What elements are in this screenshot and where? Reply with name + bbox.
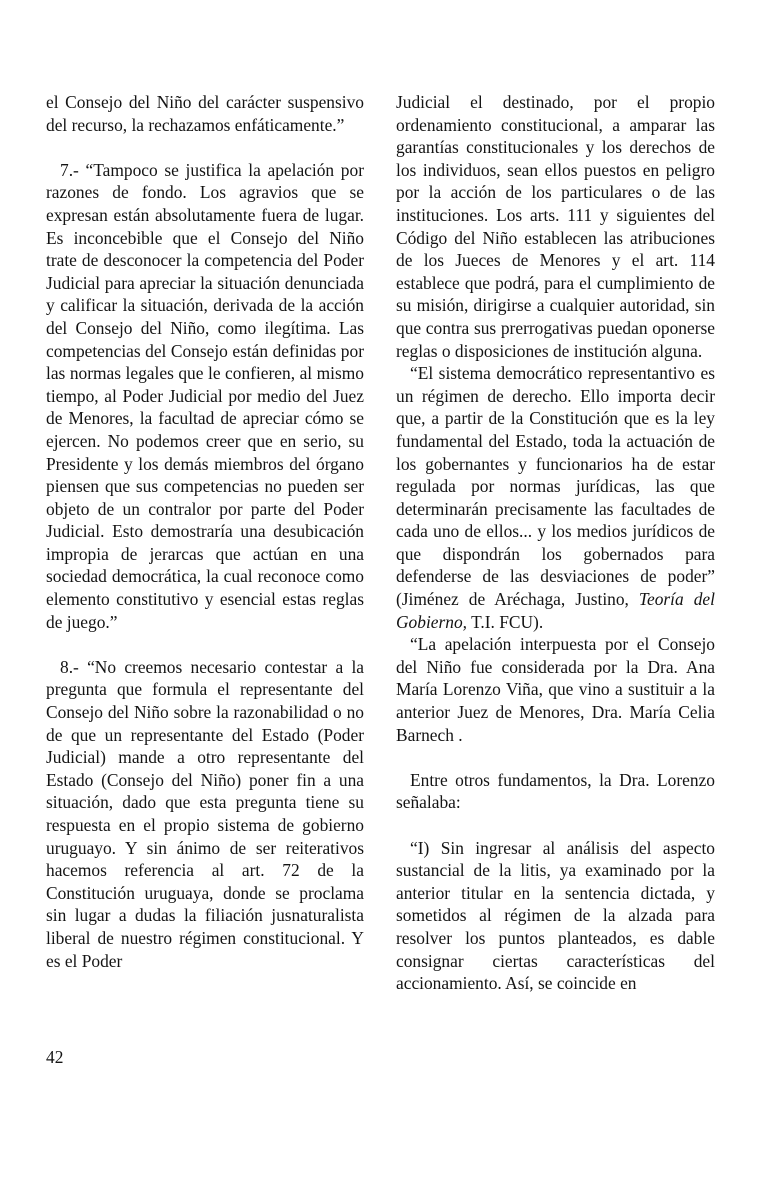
left-paragraph-3: 8.- “No creemos necesario contestar a la pregunta que formula el representante del Consejo del Niño sobre la razonabilidad o no de que un representante del Estado (Poder Judicial) mande a otro representante del Estado (Consejo del Niño) poner fin a una situación, dado que esta pregunta tiene su respuesta en el propio sistema de gobierno uruguayo. Y sin ánimo de ser reiterativos hacemos referencia al art. 72 de la Constitución uruguaya, donde se proclama sin lugar a dudas la filiación jusnaturalista liberal de nuestro régimen constitucional. Y es el Poder: [46, 656, 364, 971]
book-title: Teoría del Gobierno,: [396, 589, 715, 632]
right-paragraph-1: Judicial el destinado, por el propio ordenamiento constitucional, a amparar las garantías constitucionales y los derechos de los individuos, sean ellos puestos en peligro por la acción de los particulares o de las instituciones. Los arts. 111 y siguientes del Código del Niño establecen las atribuciones de los Jueces de Menores y el art. 114 establece que podrá, para el cumplimiento de su misión, dirigirse a cualquier autoridad, sin que contra sus prerrogativas puedan oponerse reglas o disposiciones de institución alguna.: [396, 92, 715, 361]
left-paragraph-2: 7.- “Tampoco se justifica la apelación por razones de fondo. Los agravios que se expresan están absolutamente fuera de lugar. Es inconcebible que el Consejo del Niño trate de desconocer la competencia del Poder Judicial para apreciar la situación denunciada y calificar la situación, derivada de la acción del Consejo del Niño, como ilegítima. Las competencias del Consejo están definidas por las normas legales que le confieren, al mismo tiempo, al Poder Judicial por medio del Juez de Menores, la facultad de apreciar cómo se ejercen. No podemos creer que en serio, su Presidente y los demás miembros del órgano piensen que sus competencias no pueden ser objeto de un contralor por parte del Poder Judicial. Esto demostraría una desubicación impropia de jerarcas que actúan en una sociedad democrática, la cual reconoce como elemento constitutivo y esencial estas reglas de juego.”: [46, 159, 364, 632]
right-paragraph-5: “I) Sin ingresar al análisis del aspecto sustancial de la litis, ya examinado por la anterior titular en la sentencia dictada, y sometidos al régimen de la alzada para resolver los puntos planteados, es dable consignar ciertas características del accionamiento. Así, se coincide en: [396, 837, 715, 994]
paragraph-gap: [396, 746, 715, 769]
left-paragraph-1: el Consejo del Niño del carácter suspensivo del recurso, la rechazamos enfáticamente.”: [46, 92, 364, 135]
paragraph-gap: [46, 633, 364, 656]
right-paragraph-3: “La apelación interpuesta por el Consejo del Niño fue considerada por la Dra. Ana María Lorenzo Viña, que vino a sustituir a la anterior Juez de Menores, Dra. María Celia Barnech .: [396, 634, 715, 745]
paragraph-gap: [46, 136, 364, 159]
left-column: [46, 91, 364, 972]
right-paragraph-2: [396, 362, 715, 633]
right-column: [396, 91, 715, 995]
page-number: 42: [46, 1047, 64, 1067]
right-paragraph-4: Entre otros fundamentos, la Dra. Lorenzo señalaba:: [396, 769, 715, 813]
paragraph-gap: [396, 814, 715, 837]
right-paragraph-2-text: “El sistema democrático representantivo es un régimen de derecho. Ello importa decir que, a partir de la Constitución que es la ley fundamental del Estado, toda la actuación de los gobernantes y funcionarios ha de estar regulada por normas jurídicas, las que determinarán precisamente las facultades de cada uno de ellos... y los medios jurídicos de que dispondrán los gobernados para defenderse de las desviaciones de poder” (Jiménez de Aréchaga, Justino,: [396, 363, 715, 610]
right-paragraph-2-tail: T.I. FCU).: [471, 611, 544, 632]
